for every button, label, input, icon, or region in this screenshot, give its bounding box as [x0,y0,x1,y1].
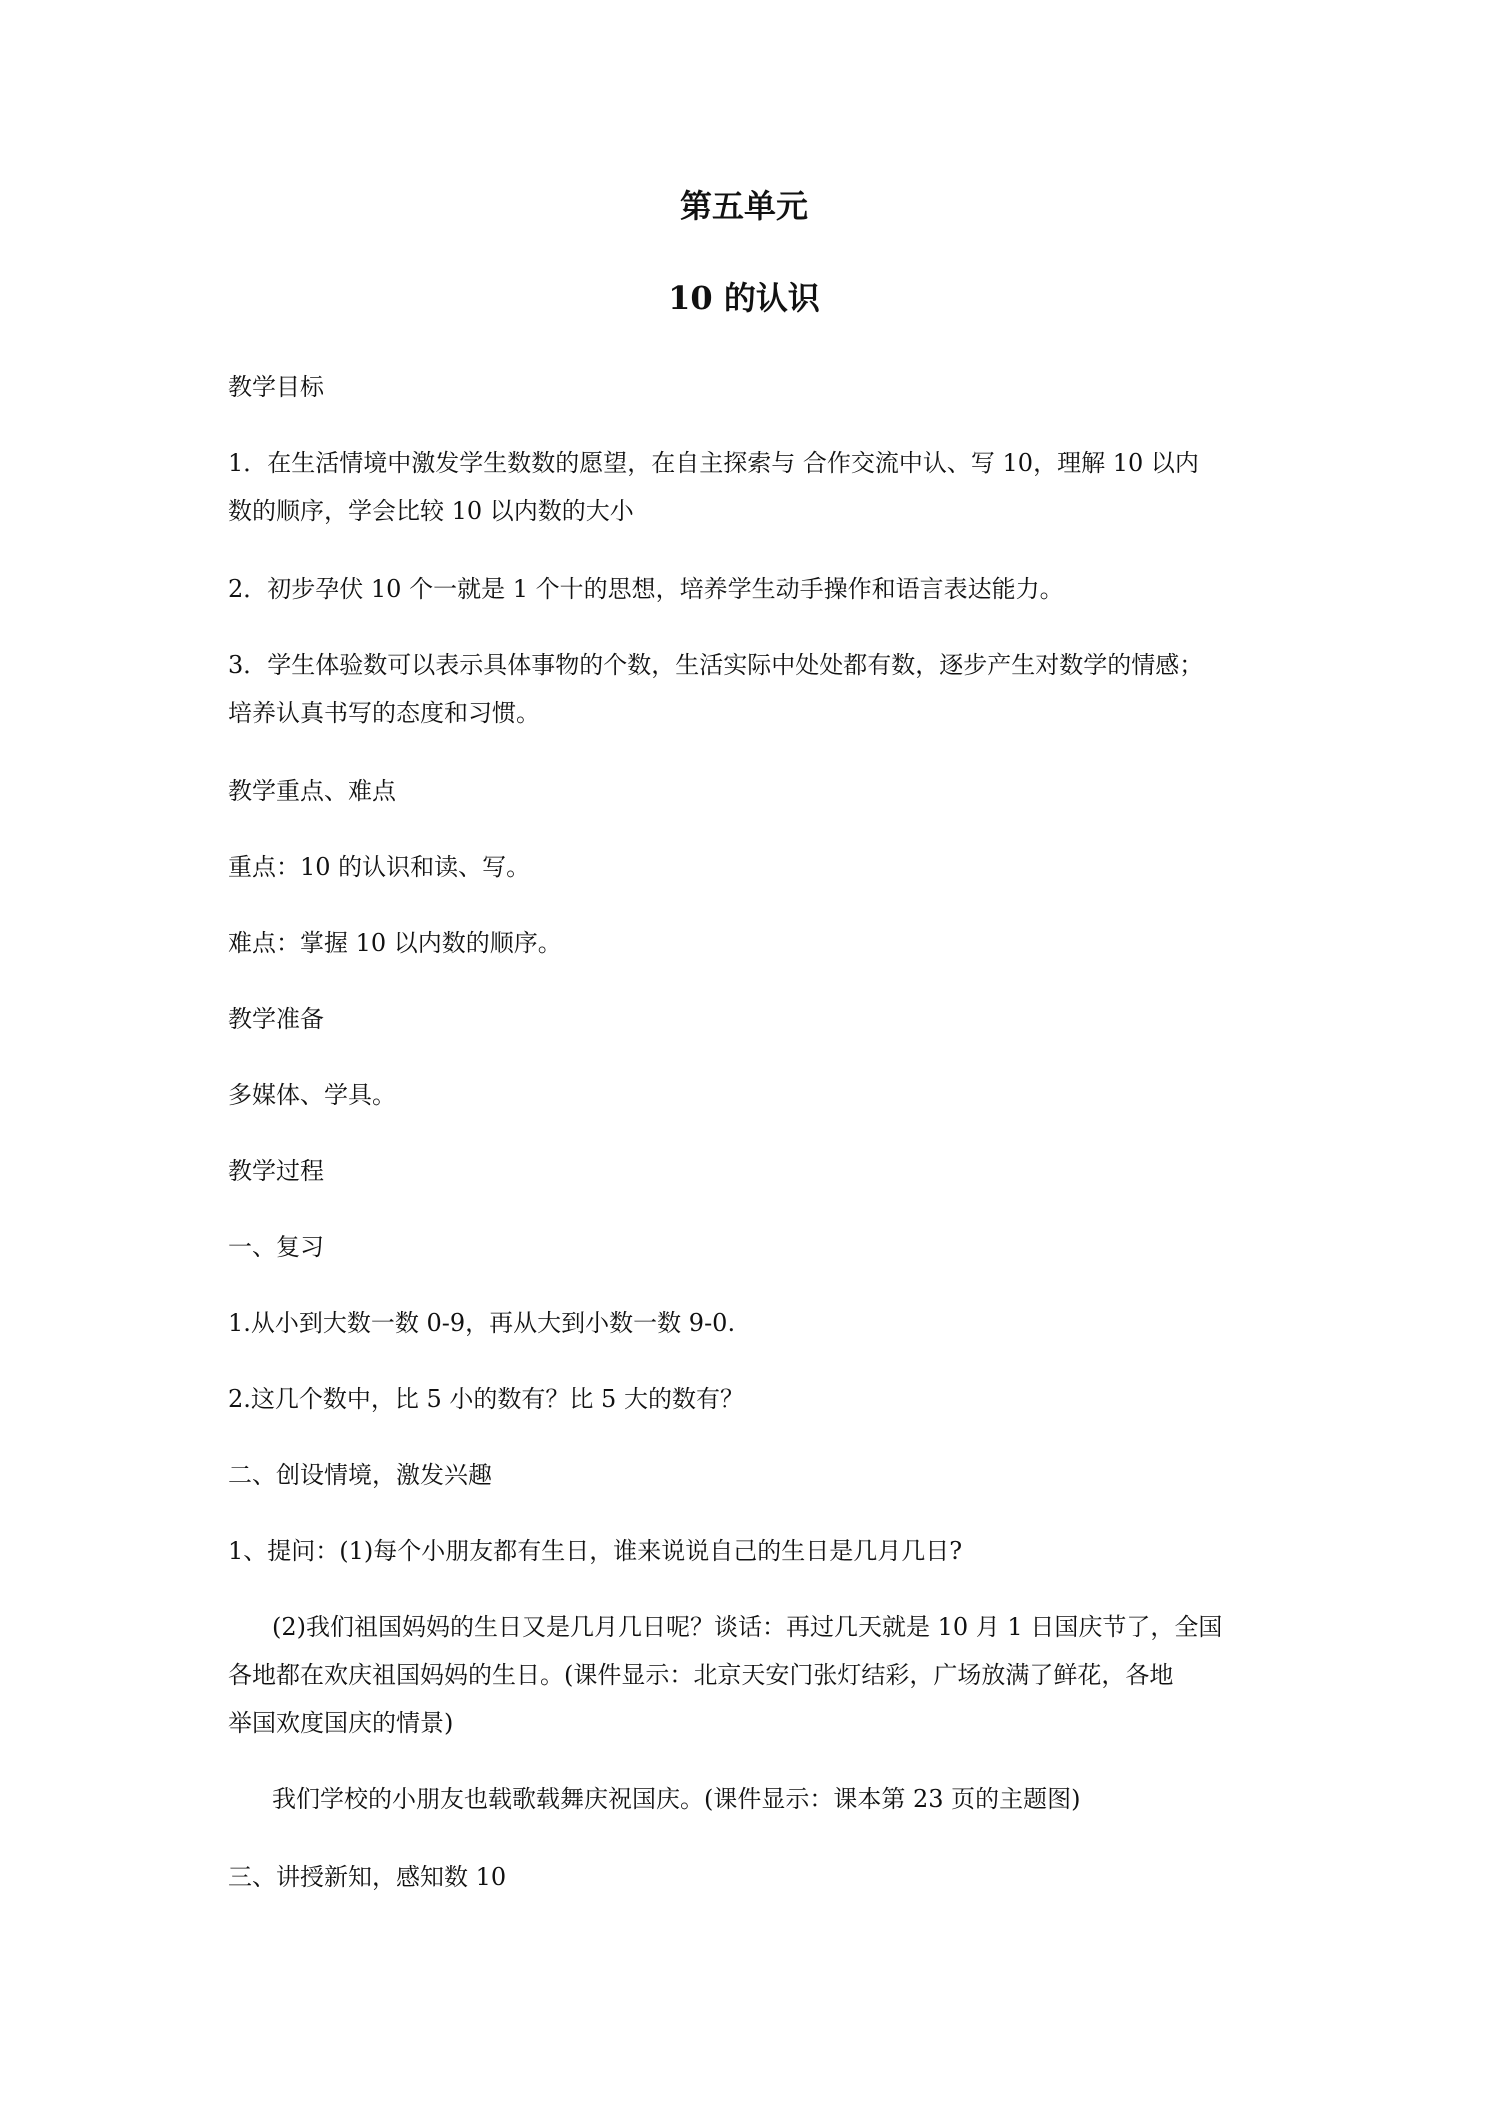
scene-heading: 二、创设情境，激发兴趣 [228,1461,492,1489]
scene-item-1: 1、提问：(1)每个小朋友都有生日，谁来说说自己的生日是几月几日? [228,1537,963,1565]
key-points-heading: 教学重点、难点 [228,777,396,805]
preparation-heading: 教学准备 [228,1005,324,1033]
new-knowledge-heading: 三、讲授新知，感知数 10 [228,1863,507,1891]
lesson-title: 10 的认识 [668,279,820,317]
unit-title: 第五单元 [679,187,808,225]
goal-2: 2．初步孕伏 10 个一就是 1 个十的思想，培养学生动手操作和语言表达能力。 [228,575,1064,603]
preparation: 多媒体、学具。 [228,1081,396,1109]
scene-item-3: 我们学校的小朋友也载歌载舞庆祝国庆。(课件显示：课本第 23 页的主题图) [272,1785,1081,1813]
review-heading: 一、复习 [228,1233,324,1261]
goals-heading: 教学目标 [228,373,324,401]
goal-3-line-1: 3．学生体验数可以表示具体事物的个数，生活实际中处处都有数，逐步产生对数学的情感； [228,651,1204,679]
key-point: 重点：10 的认识和读、写。 [228,853,531,881]
review-item-1: 1.从小到大数一数 0-9，再从大到小数一数 9-0. [228,1309,736,1337]
review-item-2: 2.这几个数中，比 5 小的数有？比 5 大的数有？ [228,1385,744,1413]
scene-item-2-line-1: (2)我们祖国妈妈的生日又是几月几日呢？谈话：再过几天就是 10 月 1 日国庆节了，全国 [272,1613,1223,1641]
goal-1-line-2: 数的顺序，学会比较 10 以内数的大小 [228,497,634,525]
difficulty: 难点：掌握 10 以内数的顺序。 [228,929,562,957]
process-heading: 教学过程 [228,1157,324,1185]
scene-item-2-line-2: 各地都在欢庆祖国妈妈的生日。(课件显示：北京天安门张灯结彩，广场放满了鲜花，各地 [228,1661,1174,1689]
goal-3-line-2: 培养认真书写的态度和习惯。 [228,699,540,727]
goal-1-line-1: 1．在生活情境中激发学生数数的愿望，在自主探索与 合作交流中认、写 10，理解 10 以内 [228,449,1199,477]
scene-item-2-line-3: 举国欢度国庆的情景) [228,1709,454,1737]
